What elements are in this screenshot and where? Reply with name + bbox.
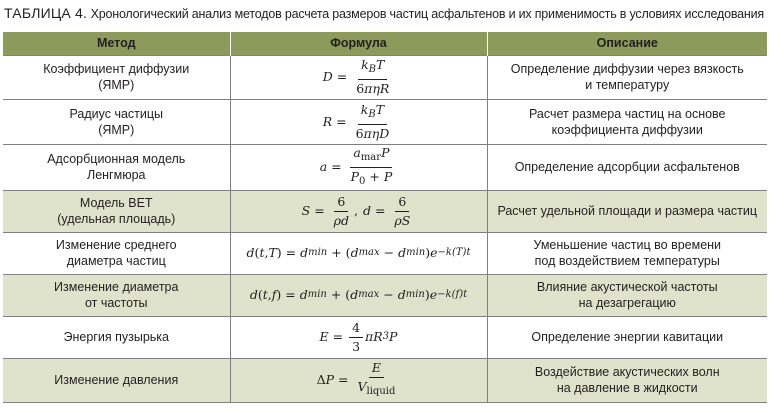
description-line: и температуру [585, 78, 670, 92]
method-line: Радиус частицы [69, 106, 164, 121]
description-cell [487, 358, 767, 402]
table-row [3, 55, 767, 99]
description-line: Определение энергии кавитации [531, 330, 724, 344]
method-line: Модель BET [79, 196, 153, 210]
description-line: под воздействием температуры [534, 254, 720, 268]
method-line: Изменение давления [54, 373, 179, 387]
table-row [3, 316, 767, 358]
method-line: (ЯМР) [98, 78, 135, 92]
formula-langmuir: a = $\frac{a_{mar}P}{P_0 + P}$ [319, 144, 393, 187]
formula-cell [230, 316, 487, 358]
formula-diameter-frequency: d ( t , f ) = d min + ( d max − d min ) e −k(f)t [249, 287, 468, 302]
table-row [3, 99, 767, 144]
method-line: от частоты [84, 296, 148, 310]
description-line: Расчет размера частиц на основе [528, 106, 726, 121]
method-cell [3, 144, 230, 190]
method-line: Коэффициент диффузии [43, 62, 190, 76]
method-line: Изменение среднего [55, 238, 177, 252]
description-cell [487, 144, 767, 190]
caption-label: ТАБЛИЦА 4. [4, 5, 88, 21]
methods-table [3, 32, 767, 403]
description-line: Влияние акустической частоты [536, 280, 718, 294]
description-line: коэффициента диффузии [551, 122, 703, 137]
method-cell [3, 232, 230, 274]
header-method: Метод [3, 32, 230, 55]
method-cell [3, 99, 230, 144]
method-line: Адсорбционная модель [47, 152, 186, 166]
header-formula: Формула [230, 32, 487, 55]
formula-radius: R = $\frac{k_BT}{\text{6πηD}}$ [322, 101, 390, 141]
table-row [3, 358, 767, 402]
formula-diameter-temperature: d ( t , T ) = d min + ( d max − d min ) e −k(T)t [246, 245, 471, 260]
description-line: на дезагрегацию [578, 296, 676, 310]
table-row [3, 274, 767, 316]
method-cell [3, 55, 230, 99]
table-row [3, 190, 767, 232]
formula-diffusion: D = $\frac{k_BT}{\text{6πηR}}$ [322, 57, 390, 96]
description-line: Воздействие акустических волн [534, 365, 720, 379]
caption-text: Хронологический анализ методов расчета размеров частиц асфальтенов и их применимость в условиях исследования [90, 7, 764, 21]
formula-cell [230, 144, 487, 190]
table-row [3, 232, 767, 274]
formula-cell [230, 274, 487, 316]
description-line: Определение адсорбции асфальтенов [514, 160, 740, 174]
description-line: Расчет удельной площади и размера частиц [497, 204, 758, 218]
formula-bet: S = $\frac{6}{\rho d}$ , d = $\frac{6}{\rho S}$ [301, 193, 411, 228]
method-line: Энергия пузырька [63, 330, 169, 344]
description-cell [487, 99, 767, 144]
method-line: (удельная площадь) [57, 212, 176, 226]
formula-cell [230, 99, 487, 144]
formula-cell [230, 55, 487, 99]
method-cell [3, 358, 230, 402]
description-cell [487, 232, 767, 274]
formula-cell [230, 358, 487, 402]
description-cell [487, 55, 767, 99]
description-line: Определение диффузии через вязкость [510, 62, 744, 76]
method-line: Ленгмюра [87, 168, 146, 182]
description-line: на давление в жидкости [556, 381, 698, 395]
formula-cell [230, 190, 487, 232]
header-description: Описание [487, 32, 767, 55]
description-cell [487, 190, 767, 232]
table-row [3, 144, 767, 190]
table-caption [4, 3, 766, 23]
description-cell [487, 316, 767, 358]
description-cell [487, 274, 767, 316]
header-row [3, 32, 767, 55]
description-line: Уменьшение частиц во времени [533, 238, 722, 252]
formula-pressure: Δ P = $\frac{E}{V_{liquid}}$ [316, 360, 396, 397]
method-cell [3, 274, 230, 316]
formula-cell [230, 232, 487, 274]
method-line: диаметра частиц [66, 254, 166, 268]
method-cell [3, 316, 230, 358]
method-cell [3, 190, 230, 232]
method-line: Изменение диаметра [54, 280, 179, 294]
method-line: (ЯМР) [98, 122, 135, 137]
formula-bubble-energy: E = $\frac{4}{3}$ πR 3 P [319, 319, 398, 354]
